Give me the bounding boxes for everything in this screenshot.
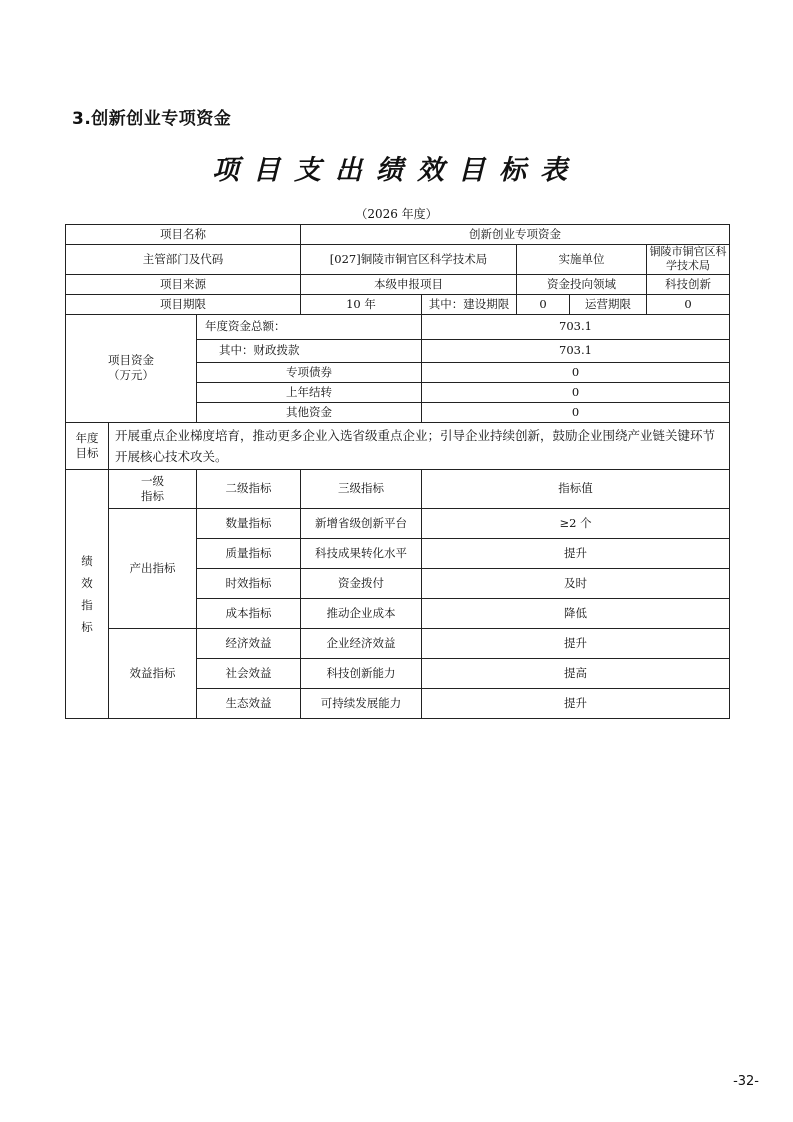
indicator-group-label: 效益指标 xyxy=(109,628,197,718)
indicator-row xyxy=(66,628,730,658)
source-label: 项目来源 xyxy=(66,274,301,294)
goal-label-line1: 年度 xyxy=(75,430,99,445)
indicator-value: 及时 xyxy=(422,568,730,598)
fund-row-value: 703.1 xyxy=(422,339,730,362)
fund-row-value: 703.1 xyxy=(422,314,730,339)
indicator-level2: 社会效益 xyxy=(197,658,301,688)
fund-row-label: 年度资金总额： xyxy=(197,314,422,339)
indicator-value: 提升 xyxy=(422,538,730,568)
header-value: 指标值 xyxy=(422,469,730,508)
project-name-label: 项目名称 xyxy=(66,225,301,245)
dept-value: [027]铜陵市铜官区科学技术局 xyxy=(301,245,517,275)
fund-row-label: 专项债券 xyxy=(197,362,422,382)
goal-text: 开展重点企业梯度培育，推动更多企业入选省级重点企业；引导企业持续创新，鼓励企业围绕产业链关键环节开展核心技术攻关。 xyxy=(109,422,730,469)
invest-field-label: 资金投向领域 xyxy=(517,274,647,294)
dept-label: 主管部门及代码 xyxy=(66,245,301,275)
indicator-level3: 企业经济效益 xyxy=(301,628,422,658)
indicator-section-char: 效 xyxy=(81,575,93,590)
fund-row-value: 0 xyxy=(422,382,730,402)
indicator-group-label: 产出指标 xyxy=(109,508,197,628)
indicator-section-char: 标 xyxy=(81,619,93,634)
indicator-section-label xyxy=(66,469,109,718)
indicator-header-row xyxy=(66,469,730,508)
fund-row-label: 其他资金 xyxy=(197,402,422,422)
impl-unit-value: 铜陵市铜官区科学技术局 xyxy=(647,245,730,275)
indicator-level2: 数量指标 xyxy=(197,508,301,538)
indicator-value: 降低 xyxy=(422,598,730,628)
indicator-value: ≥2 个 xyxy=(422,508,730,538)
build-period-label: 其中：建设期限 xyxy=(422,294,517,314)
indicator-section-char: 指 xyxy=(81,597,93,612)
indicator-value: 提升 xyxy=(422,628,730,658)
year-label: （2026 年度） xyxy=(355,207,438,221)
indicator-level3: 新增省级创新平台 xyxy=(301,508,422,538)
section-heading: 3.创新创业专项资金 xyxy=(72,109,232,129)
fund-row-value: 0 xyxy=(422,402,730,422)
impl-unit-label: 实施单位 xyxy=(517,245,647,275)
header-level1 xyxy=(109,469,197,508)
row-department xyxy=(66,245,730,275)
indicator-level3: 可持续发展能力 xyxy=(301,688,422,718)
indicator-level2: 经济效益 xyxy=(197,628,301,658)
indicator-value: 提高 xyxy=(422,658,730,688)
header-level1-line2: 指标 xyxy=(141,488,164,503)
funds-label-line2: （万元） xyxy=(108,368,154,383)
indicator-level2: 质量指标 xyxy=(197,538,301,568)
performance-target-table xyxy=(65,224,730,719)
indicator-value: 提升 xyxy=(422,688,730,718)
goal-label xyxy=(66,422,109,469)
period-value: 10 年 xyxy=(301,294,422,314)
invest-field-value: 科技创新 xyxy=(647,274,730,294)
fund-row-label: 上年结转 xyxy=(197,382,422,402)
indicator-level2: 成本指标 xyxy=(197,598,301,628)
row-annual-goal xyxy=(66,422,730,469)
indicator-row xyxy=(66,508,730,538)
header-level3: 三级指标 xyxy=(301,469,422,508)
project-name-value: 创新创业专项资金 xyxy=(301,225,730,245)
indicator-section-char: 绩 xyxy=(81,553,93,568)
indicator-level3: 科技成果转化水平 xyxy=(301,538,422,568)
header-level2: 二级指标 xyxy=(197,469,301,508)
fund-row-label: 其中：财政拨款 xyxy=(197,339,422,362)
row-source xyxy=(66,274,730,294)
indicator-level3: 科技创新能力 xyxy=(301,658,422,688)
document-title: 项目支出绩效目标表 xyxy=(212,155,581,186)
op-period-value: 0 xyxy=(647,294,730,314)
period-label: 项目期限 xyxy=(66,294,301,314)
op-period-label: 运营期限 xyxy=(570,294,647,314)
header-level1-line1: 一级 xyxy=(141,473,164,488)
page-number: -32- xyxy=(733,1074,759,1089)
build-period-value: 0 xyxy=(517,294,570,314)
goal-label-line2: 目标 xyxy=(75,445,99,460)
indicator-level2: 时效指标 xyxy=(197,568,301,598)
row-project-name xyxy=(66,225,730,245)
funds-label xyxy=(66,314,197,422)
row-period xyxy=(66,294,730,314)
indicator-level3: 资金拨付 xyxy=(301,568,422,598)
fund-row-value: 0 xyxy=(422,362,730,382)
source-value: 本级申报项目 xyxy=(301,274,517,294)
funds-label-line1: 项目资金 xyxy=(108,353,154,368)
fund-row xyxy=(66,314,730,339)
indicator-level2: 生态效益 xyxy=(197,688,301,718)
indicator-level3: 推动企业成本 xyxy=(301,598,422,628)
